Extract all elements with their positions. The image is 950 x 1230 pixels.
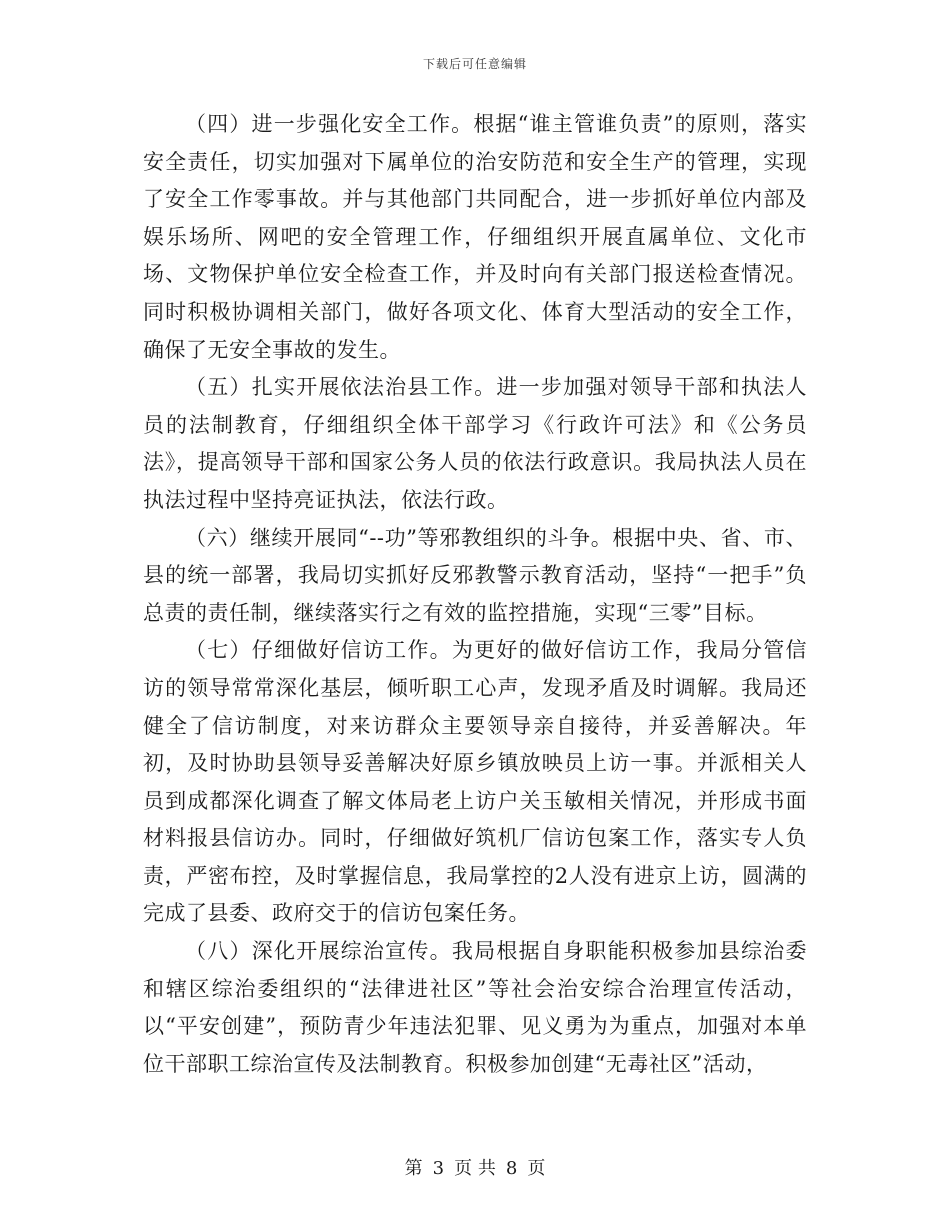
paragraph-safety-work: （四）进一步强化安全工作。根据“谁主管谁负责”的原则，落实安全责任，切实加强对下属单位的治安防范和安全生产的管理，实现了安全工作零事故。并与其他部门共同配合，进一步抓好单位内部及娱乐场所、网吧的安全管理工作，仔细组织开展直属单位、文化市场、文物保护单位安全检查工作，并及时向有关部门报送检查情况。同时积极协调相关部门，做好各项文化、体育大型活动的安全工作，确保了无安全事故的发生。: [143, 112, 807, 362]
paragraph-rule-of-law: （五）扎实开展依法治县工作。进一步加强对领导干部和执法人员的法制教育，仔细组织全体干部学习《行政许可法》和《公务员法》，提高领导干部和国家公务人员的依法行政意识。我局执法人员在执法过程中坚持亮证执法，依法行政。: [143, 375, 807, 512]
footer-middle: 页 共: [454, 1158, 496, 1179]
footer-prefix: 第: [404, 1158, 423, 1179]
document-body: [143, 106, 807, 1083]
paragraph-anti-cult: （六）继续开展同“--功”等邪教组织的斗争。根据中央、省、市、县的统一部署，我局切实抓好反邪教警示教育活动，坚持“一把手”负总责的责任制，继续落实行之有效的监控措施，实现“三零”目标。: [143, 525, 807, 625]
page-footer: [0, 1154, 950, 1180]
total-pages: 8: [505, 1158, 518, 1179]
footer-suffix: 页: [527, 1158, 546, 1179]
page-header: 下载后可任意编辑: [422, 57, 527, 71]
page-number: 3: [432, 1158, 445, 1179]
paragraph-publicity: （八）深化开展综治宣传。我局根据自身职能积极参加县综治委和辖区综治委组织的“法律进社区”等社会治安综合治理宣传活动，以“平安创建”，预防青少年违法犯罪、见义勇为为重点，加强对本单位干部职工综治宣传及法制教育。积极参加创建“无毒社区”活动，: [143, 939, 807, 1076]
paragraph-petition-work: （七）仔细做好信访工作。为更好的做好信访工作，我局分管信访的领导常常深化基层，倾听职工心声，发现矛盾及时调解。我局还健全了信访制度，对来访群众主要领导亲自接待，并妥善解决。年初，及时协助县领导妥善解决好原乡镇放映员上访一事。并派相关人员到成都深化调查了解文体局老上访户关玉敏相关情况，并形成书面材料报县信访办。同时，仔细做好筑机厂信访包案工作，落实专人负责，严密布控，及时掌握信息，我局掌控的2人没有进京上访，圆满的完成了县委、政府交于的信访包案任务。: [143, 638, 807, 926]
